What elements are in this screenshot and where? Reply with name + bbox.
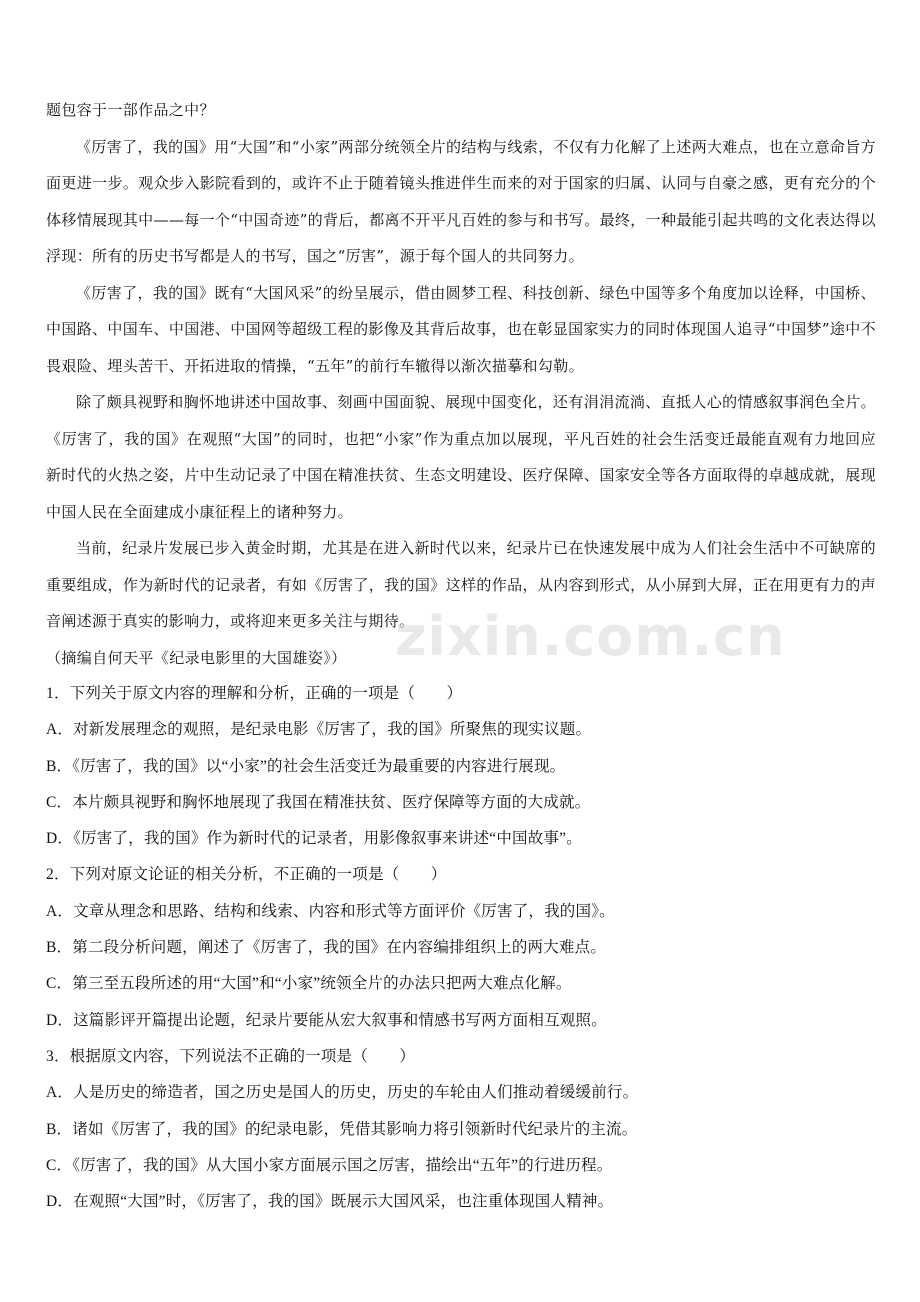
option-b: B．第二段分析问题，阐述了《厉害了，我的国》在内容编排组织上的两大难点。 bbox=[46, 939, 607, 957]
passage-source: （摘编自何天平《纪录电影里的大国雄姿》） bbox=[46, 648, 347, 667]
question-stem: 3．根据原文内容，下列说法不正确的一项是（ ） bbox=[46, 1047, 416, 1065]
option-a: A．人是历史的缔造者，国之历史是国人的历史，历史的车轮由人们推动着缓缓前行。 bbox=[46, 1084, 639, 1102]
passage-paragraph: 《厉害了，我的国》既有“大国风采”的纷呈展示，借由圆梦工程、科技创新、绿色中国等多个角度加以诠释，中国桥、中国路、中国车、中国港、中国网等超级工程的影像及其背后故事，也在彰显国家实力的同时体现国人追寻“中国梦”途中不畏艰险、埋头苦干、开拓进取的情操，“五年”的前行车辙得以渐次描摹和勾勒。 bbox=[46, 283, 876, 375]
question-3 bbox=[46, 1039, 876, 1220]
site-watermark: zixin.com.cn bbox=[395, 605, 786, 668]
option-d: D．这篇影评开篇提出论题，纪录片要能从宏大叙事和情感书写两方面相互观照。 bbox=[46, 1011, 607, 1029]
option-c: C．本片颇具视野和胸怀地展现了我国在精准扶贫、医疗保障等方面的大成就。 bbox=[46, 793, 591, 811]
passage-paragraph: 除了颇具视野和胸怀地讲述中国故事、刻画中国面貌、展现中国变化，还有涓涓流淌、直抵人心的情感叙事润色全片。《厉害了，我的国》在观照“大国”的同时，也把“小家”作为重点加以展现，平凡百姓的社会生活变迁最能直观有力地回应新时代的火热之姿，片中生动记录了中国在精准扶贫、生态文明建设、医疗保障、国家安全等各方面取得的卓越成就，展现中国人民在全面建成小康征程上的诸种努力。 bbox=[46, 393, 876, 521]
option-b: B．《厉害了，我的国》以“小家”的社会生活变迁为最重要的内容进行展现。 bbox=[46, 757, 566, 775]
option-d: D．在观照“大国”时，《厉害了，我的国》既展示大国风采，也注重体现国人精神。 bbox=[46, 1193, 614, 1211]
option-a: A．对新发展理念的观照，是纪录电影《厉害了，我的国》所聚焦的现实议题。 bbox=[46, 721, 592, 739]
passage-paragraph: 当前，纪录片发展已步入黄金时期，尤其是在进入新时代以来，纪录片已在快速发展中成为人们社会生活中不可缺席的重要组成，作为新时代的记录者，有如《厉害了，我的国》这样的作品，从内容到形式，从小屏到大屏，正在用更有力的声音阐述源于真实的影响力，或将迎来更多关注与期待。 bbox=[46, 539, 876, 630]
option-c: C．第三至五段所述的用“大国”和“小家”统领全片的办法只把两大难点化解。 bbox=[46, 975, 572, 993]
question-stem: 1．下列关于原文内容的理解和分析，正确的一项是（ ） bbox=[46, 685, 463, 702]
option-c: C．《厉害了，我的国》从大国小家方面展示国之厉害，描绘出“五年”的行进历程。 bbox=[46, 1156, 613, 1174]
question-1 bbox=[46, 676, 876, 857]
option-d: D．《厉害了，我的国》作为新时代的记录者，用影像叙事来讲述“中国故事”。 bbox=[46, 830, 582, 848]
passage-paragraph: 《厉害了，我的国》用“大国”和“小家”两部分统领全片的结构与线索，不仅有力化解了上述两大难点，也在立意命旨方面更进一步。观众步入影院看到的，或许不止于随着镜头推进伴生而来的对于国家的归属、认同与自豪之感，更有充分的个体移情展现其中——每一个“中国奇迹”的背后，都离不开平凡百姓的参与和书写。最终，一种最能引起共鸣的文化表达得以浮现：所有的历史书写都是人的书写，国之“厉害”，源于每个国人的共同努力。 bbox=[46, 137, 876, 265]
document-content bbox=[46, 92, 876, 1220]
passage-intro-fragment: 题包容于一部作品之中？ bbox=[46, 101, 215, 119]
option-a: A．文章从理念和思路、结构和线索、内容和形式等方面评价《厉害了，我的国》。 bbox=[46, 902, 615, 920]
question-stem: 2．下列对原文论证的相关分析，不正确的一项是（ ） bbox=[46, 866, 447, 884]
option-b: B．诸如《厉害了，我的国》的纪录电影，凭借其影响力将引领新时代纪录片的主流。 bbox=[46, 1120, 638, 1138]
question-2 bbox=[46, 857, 876, 1038]
